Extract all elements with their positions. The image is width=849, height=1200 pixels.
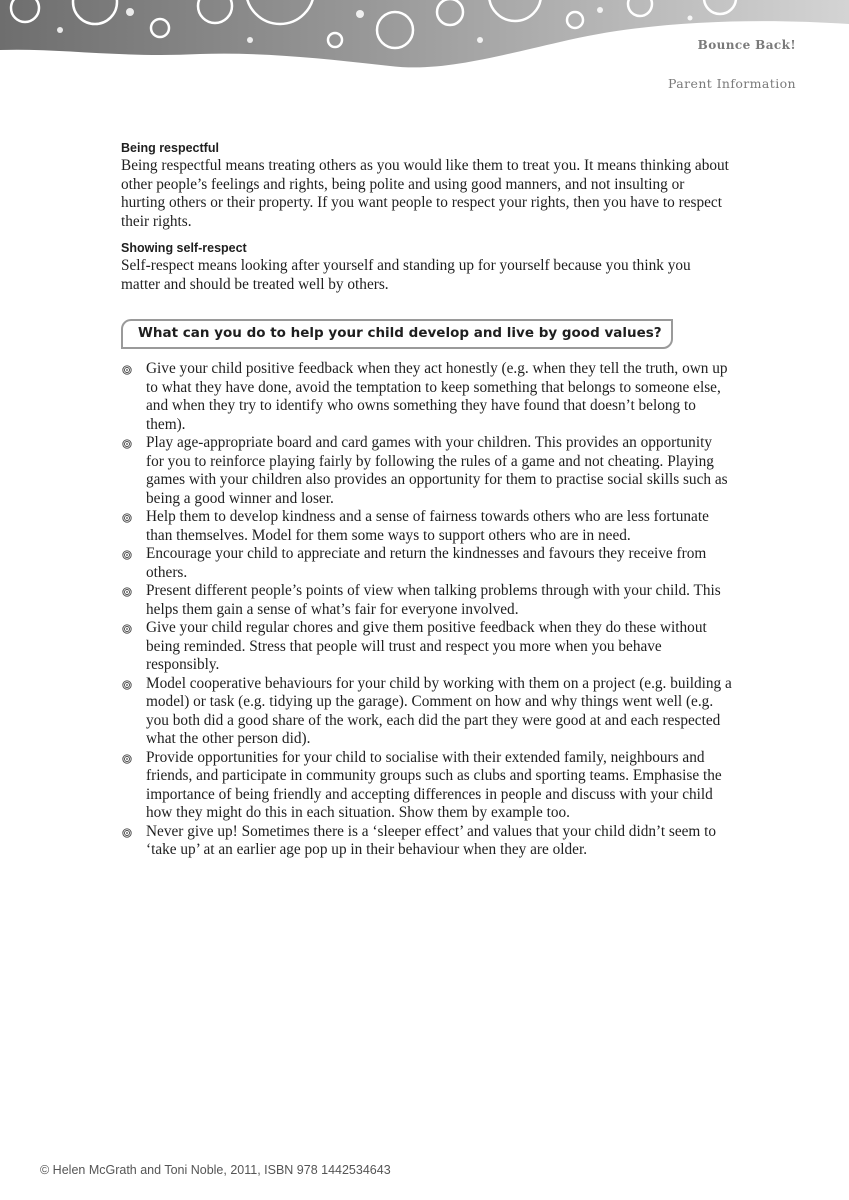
concentric-circle-icon — [122, 439, 132, 449]
list-item — [121, 749, 733, 823]
concentric-circle-icon — [122, 550, 132, 560]
brand-title: Bounce Back! — [697, 38, 796, 52]
list-item — [121, 360, 733, 434]
concentric-circle-icon — [122, 828, 132, 838]
tip-text: Present different people’s points of view when talking problems through with your child. This helps them gain a sense of what’s fair for everyone involved. — [146, 582, 721, 618]
list-item — [121, 582, 733, 619]
callout-box — [121, 319, 673, 349]
concentric-circle-icon — [122, 680, 132, 690]
list-item — [121, 619, 733, 675]
tip-text: Give your child regular chores and give them positive feedback when they do these without being reminded. Stress that people will trust and respect you more when you behave responsibly. — [146, 619, 707, 673]
tip-text: Model cooperative behaviours for your child by working with them on a project (e.g. building a model) or task (e.g. tidying up the garage). Comment on how and why things went well (e.g. you both did a good share of the work, each did the part they were good at and each respected what the other person did). — [146, 674, 732, 747]
list-item — [121, 675, 733, 749]
concentric-circle-icon — [122, 365, 132, 375]
section-body: Being respectful means treating others as you would like them to treat you. It means thinking about other people’s feelings and rights, being polite and using good manners, and not insulting or hurting others or their property. If you want people to respect your rights, then you have to respect their rights. — [121, 157, 729, 230]
tip-text: Play age-appropriate board and card games with your children. This provides an opportunity for you to reinforce playing fairly by following the rules of a game and not cheating. Playing games with your children also provides an opportunity for them to practise social skills such as being a good winner and loser. — [146, 434, 728, 507]
section-label: Parent Information — [668, 76, 796, 91]
tip-text: Give your child positive feedback when they act honestly (e.g. when they tell the truth, own up to what they have done, avoid the temptation to keep something that belongs to someone else, and when they try to identify who owns something they have found that doesn’t belong to them). — [146, 360, 728, 433]
tip-text: Provide opportunities for your child to socialise with their extended family, neighbours and friends, and participate in community groups such as clubs and sporting teams. Emphasise the importance of being friendly and accepting differences in people and discuss with your child how they might do this in each situation. Show them by example too. — [146, 748, 722, 821]
tip-text: Help them to develop kindness and a sense of fairness towards others who are less fortunate than themselves. Model for them some ways to support others who are in need. — [146, 508, 709, 544]
list-item — [121, 508, 733, 545]
concentric-circle-icon — [122, 754, 132, 764]
concentric-circle-icon — [122, 513, 132, 523]
concentric-circle-icon — [122, 587, 132, 597]
tips-list — [121, 360, 733, 860]
concentric-circle-icon — [122, 624, 132, 634]
section-heading: Being respectful — [121, 141, 219, 155]
list-item — [121, 823, 733, 860]
section-heading: Showing self-respect — [121, 241, 247, 255]
list-item — [121, 434, 733, 508]
section-body: Self-respect means looking after yourself and standing up for yourself because you think you matter and should be treated well by others. — [121, 257, 691, 293]
tip-text: Never give up! Sometimes there is a ‘sleeper effect’ and values that your child didn’t seem to ‘take up’ at an earlier age pop up in their behaviour when they are older. — [146, 822, 717, 858]
list-item — [121, 545, 733, 582]
copyright-footer: © Helen McGrath and Toni Noble, 2011, ISBN 978 1442534643 — [40, 1163, 391, 1177]
intro-sections — [121, 140, 731, 303]
tip-text: Encourage your child to appreciate and return the kindnesses and favours they receive from others. — [146, 545, 707, 581]
callout-title: What can you do to help your child develop and live by good values? — [138, 325, 662, 341]
